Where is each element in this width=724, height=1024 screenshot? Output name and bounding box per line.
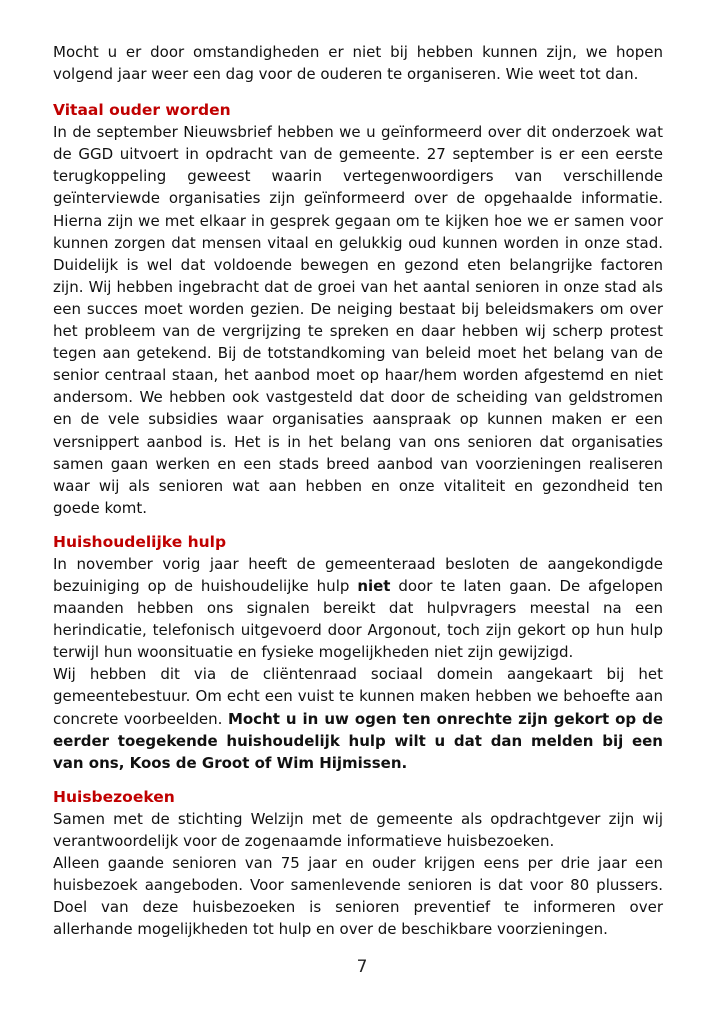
section-paragraph: In de september Nieuwsbrief hebben we u geïnformeerd over dit onderzoek wat de GGD uitvoert in opdracht van de gemeente. 27 september is er een eerste terugkoppeling geweest waarin vertegenwoordigers van verschillende geïnterviewde organisaties zijn geïnformeerd over de opgehaalde informatie. Hierna zijn we met elkaar in gesprek gegaan om te kijken hoe we er samen voor kunnen zorgen dat mensen vitaal en gelukkig oud kunnen worden in onze stad. Duidelijk is wel dat voldoende bewegen en gezond eten belangrijke factoren zijn. Wij hebben ingebracht dat de groei van het aantal senioren in onze stad als een succes moet worden gezien. De neiging bestaat bij beleidsmakers om over het probleem van de vergrijzing te spreken en daar hebben wij scherp protest tegen aan getekend. Bij de totstandkoming van beleid moet het belang van de senior centraal staan, het aanbod moet op haar/hem worden afgestemd en niet andersom. We hebben ook vastgesteld dat door de scheiding van geldstromen en de vele subsidies waar organisaties aanspraak op kunnen maken er een versnippert aanbod is. Het is in het belang van ons senioren dat organisaties samen gaan werken en een stads breed aanbod van voorzieningen realiseren waar wij als senioren wat aan hebben en onze vitaliteit en gezondheid ten goede komt. <box>53 123 663 517</box>
paragraph-text: door te laten gaan. De afgelopen maanden hebben ons signalen bereikt dat hulpvragers meestal na een herindicatie, telefonisch uitgevoerd door Argonout, toch zijn gekort op hun hulp terwijl hun woonsituatie en fysieke mogelijkheden niet zijn gewijzigd. <box>53 576 663 662</box>
intro-paragraph: Mocht u er door omstandigheden er niet bij hebben kunnen zijn, we hopen volgend jaar weer een dag voor de ouderen te organiseren. Wie weet tot dan. <box>53 43 663 84</box>
section-paragraph <box>53 553 663 663</box>
section-heading: Huishoudelijke hulp <box>53 532 227 551</box>
section-paragraph <box>53 663 663 773</box>
section-paragraph: Alleen gaande senioren van 75 jaar en ouder krijgen eens per drie jaar een huisbezoek aangeboden. Voor samenlevende senioren is dat voor 80 plussers. Doel van deze huisbezoeken is senioren preventief te informeren over allerhande mogelijkheden tot hulp en over de beschikbare voorzieningen. <box>53 854 663 939</box>
paragraph-text: Wij hebben dit via de cliëntenraad sociaal domein aangekaart bij het gemeentebestuur. Om echt een vuist te kunnen maken hebben we behoefte aan concrete voorbeelden. <box>53 665 663 728</box>
section-vitaal-ouder-worden <box>53 99 663 519</box>
section-huishoudelijke-hulp <box>53 531 663 774</box>
page-number: 7 <box>356 957 368 977</box>
section-heading: Vitaal ouder worden <box>53 101 231 120</box>
section-huisbezoeken <box>53 786 663 941</box>
section-heading: Huisbezoeken <box>53 787 175 806</box>
section-paragraph: Samen met de stichting Welzijn met de gemeente als opdrachtgever zijn wij verantwoordelijk voor de zogenaamde informatieve huisbezoeken. <box>53 809 663 850</box>
emphasis-text: niet <box>357 576 391 595</box>
document-page <box>53 41 663 940</box>
emphasis-text: Mocht u in uw ogen ten onrechte zijn gekort op de eerder toegekende huishoudelijk hulp wilt u dat dan melden bij een van ons, Koos de Groot of Wim Hijmissen. <box>53 709 663 772</box>
paragraph-text: In november vorig jaar heeft de gemeenteraad besloten de aangekondigde bezuiniging op de huishoudelijke hulp <box>53 554 663 595</box>
